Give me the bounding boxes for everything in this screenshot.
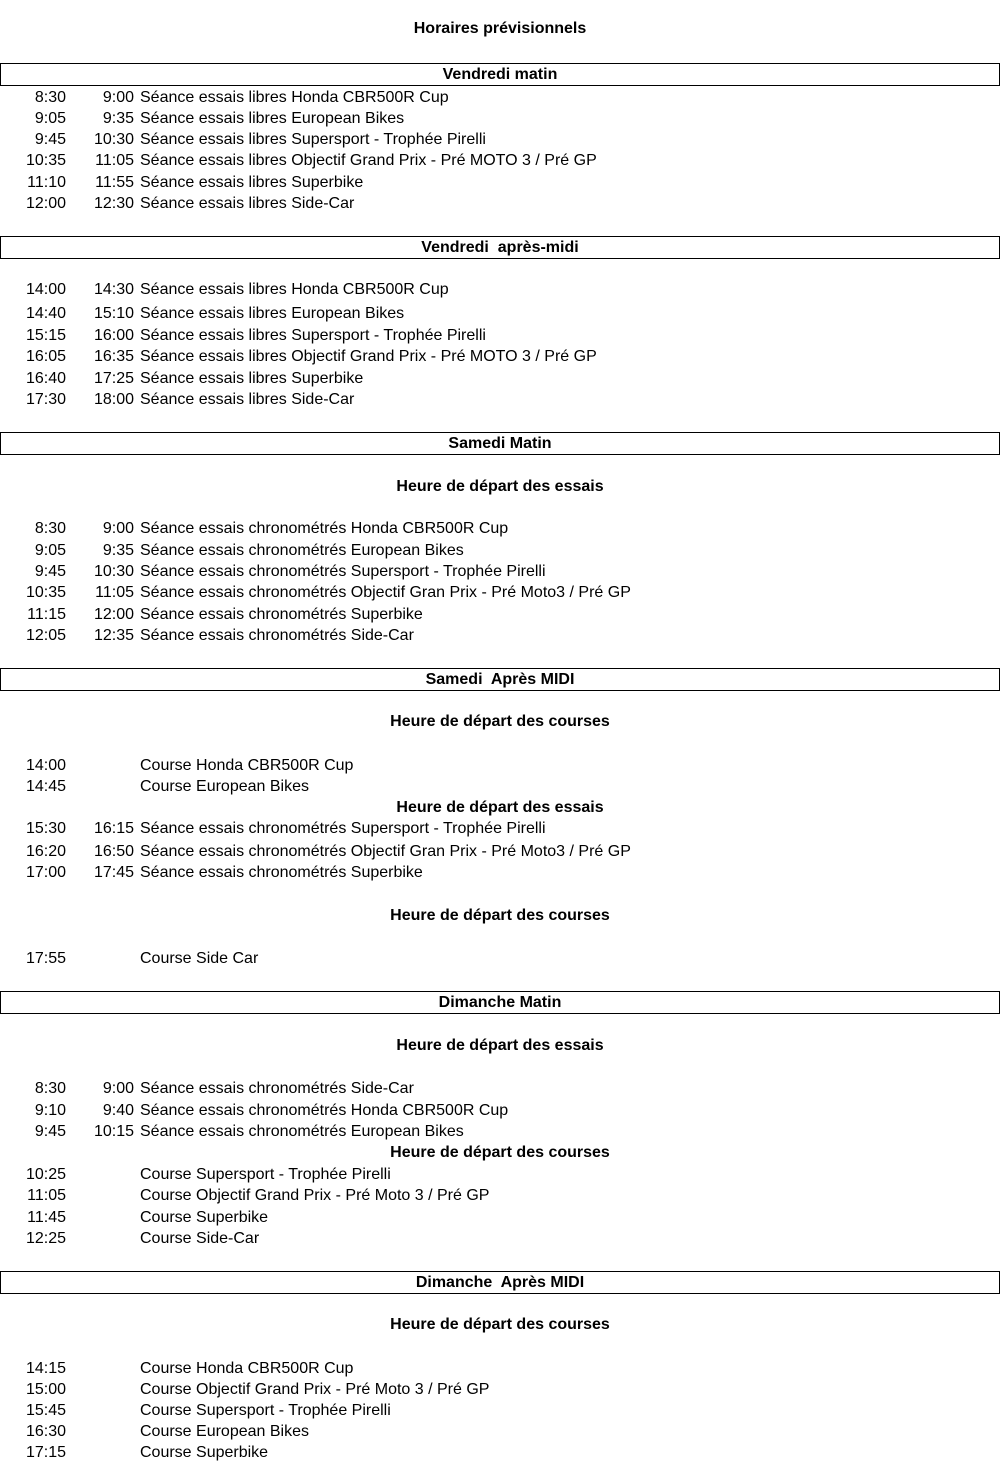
subheading-courses: Heure de départ des courses xyxy=(390,1316,610,1333)
end-time: 17:45 xyxy=(93,864,134,881)
schedule-row xyxy=(0,1165,1000,1185)
schedule-row xyxy=(0,390,1000,410)
start-time: 9:45 xyxy=(34,1123,66,1140)
schedule-row xyxy=(0,194,1000,214)
start-time: 8:30 xyxy=(34,1080,66,1097)
end-time: 18:00 xyxy=(93,391,134,408)
end-time: 17:25 xyxy=(93,370,134,387)
schedule-row xyxy=(0,280,1000,300)
session-label: Course Superbike xyxy=(140,1209,269,1226)
schedule-row xyxy=(0,519,1000,539)
schedule-row xyxy=(0,1443,1000,1463)
start-time: 14:45 xyxy=(25,778,66,795)
session-label: Séance essais libres European Bikes xyxy=(140,110,405,127)
schedule-row xyxy=(0,130,1000,150)
session-label: Séance essais libres Objectif Grand Prix - Pré MOTO 3 / Pré GP xyxy=(140,348,597,365)
schedule-row xyxy=(0,583,1000,603)
start-time: 15:15 xyxy=(25,327,66,344)
schedule-row xyxy=(0,347,1000,367)
session-label: Course European Bikes xyxy=(140,778,309,795)
end-time: 10:30 xyxy=(93,563,134,580)
start-time: 10:35 xyxy=(25,584,66,601)
schedule-row xyxy=(0,819,1000,839)
session-label: Course Honda CBR500R Cup xyxy=(140,757,354,774)
start-time: 10:25 xyxy=(25,1166,66,1183)
subheading-courses: Heure de départ des courses xyxy=(390,713,610,730)
start-time: 17:55 xyxy=(25,950,66,967)
schedule-row xyxy=(0,1229,1000,1249)
session-label: Course Supersport - Trophée Pirelli xyxy=(140,1402,391,1419)
start-time: 11:15 xyxy=(27,606,66,623)
session-label: Course Side Car xyxy=(140,950,259,967)
end-time: 9:35 xyxy=(102,110,134,127)
start-time: 14:40 xyxy=(25,305,66,322)
schedule-row xyxy=(0,756,1000,776)
start-time: 12:05 xyxy=(25,627,66,644)
session-label: Course Objectif Grand Prix - Pré Moto 3 / Pré GP xyxy=(140,1187,490,1204)
schedule-row xyxy=(0,1186,1000,1206)
end-time: 12:35 xyxy=(93,627,134,644)
session-label: Séance essais chronométrés Superbike xyxy=(140,606,423,623)
start-time: 16:30 xyxy=(25,1423,66,1440)
section-header-samedi-matin: Samedi Matin xyxy=(0,432,1000,455)
end-time: 10:15 xyxy=(93,1123,134,1140)
schedule-row xyxy=(0,562,1000,582)
start-time: 14:00 xyxy=(25,757,66,774)
start-time: 9:05 xyxy=(34,110,66,127)
start-time: 16:20 xyxy=(25,843,66,860)
schedule-row xyxy=(0,949,1000,969)
schedule-row xyxy=(0,304,1000,324)
schedule-row xyxy=(0,1422,1000,1442)
start-time: 16:40 xyxy=(25,370,66,387)
schedule-row xyxy=(0,777,1000,797)
subheading-courses: Heure de départ des courses xyxy=(390,1144,610,1161)
session-label: Séance essais chronométrés Side-Car xyxy=(140,627,414,644)
end-time: 11:55 xyxy=(95,174,134,191)
session-label: Séance essais chronométrés Supersport - Trophée Pirelli xyxy=(140,820,546,837)
end-time: 16:15 xyxy=(93,820,134,837)
schedule-row xyxy=(0,326,1000,346)
schedule-row xyxy=(0,1101,1000,1121)
end-time: 9:40 xyxy=(102,1102,134,1119)
end-time: 16:00 xyxy=(93,327,134,344)
schedule-row xyxy=(0,88,1000,108)
session-label: Course Honda CBR500R Cup xyxy=(140,1360,354,1377)
start-time: 15:30 xyxy=(25,820,66,837)
session-label: Course Supersport - Trophée Pirelli xyxy=(140,1166,391,1183)
start-time: 11:10 xyxy=(27,174,66,191)
start-time: 8:30 xyxy=(34,520,66,537)
schedule-row xyxy=(0,1380,1000,1400)
session-label: Séance essais libres Supersport - Trophée Pirelli xyxy=(140,327,486,344)
subheading-essais: Heure de départ des essais xyxy=(396,478,604,495)
session-label: Séance essais libres Honda CBR500R Cup xyxy=(140,281,449,298)
section-header-dimanche-apres-midi: Dimanche Après MIDI xyxy=(0,1271,1000,1294)
start-time: 14:15 xyxy=(25,1360,66,1377)
end-time: 9:00 xyxy=(102,520,134,537)
session-label: Séance essais chronométrés Side-Car xyxy=(140,1080,414,1097)
start-time: 12:25 xyxy=(25,1230,66,1247)
session-label: Séance essais libres Supersport - Trophée Pirelli xyxy=(140,131,486,148)
end-time: 11:05 xyxy=(95,152,134,169)
schedule-row xyxy=(0,863,1000,883)
session-label: Séance essais libres Side-Car xyxy=(140,195,355,212)
schedule-row xyxy=(0,605,1000,625)
start-time: 8:30 xyxy=(34,89,66,106)
section-header-vendredi-apres-midi: Vendredi après-midi xyxy=(0,236,1000,259)
start-time: 10:35 xyxy=(25,152,66,169)
page-title: Horaires prévisionnels xyxy=(413,20,587,37)
schedule-row xyxy=(0,1401,1000,1421)
start-time: 15:45 xyxy=(25,1402,66,1419)
start-time: 17:30 xyxy=(25,391,66,408)
end-time: 14:30 xyxy=(93,281,134,298)
end-time: 9:00 xyxy=(102,89,134,106)
session-label: Séance essais chronométrés Honda CBR500R Cup xyxy=(140,1102,509,1119)
end-time: 10:30 xyxy=(93,131,134,148)
start-time: 17:00 xyxy=(25,864,66,881)
session-label: Course Side-Car xyxy=(140,1230,260,1247)
schedule-row xyxy=(0,842,1000,862)
session-label: Séance essais libres Honda CBR500R Cup xyxy=(140,89,449,106)
start-time: 11:05 xyxy=(27,1187,66,1204)
section-header-vendredi-matin: Vendredi matin xyxy=(0,63,1000,86)
start-time: 9:10 xyxy=(34,1102,66,1119)
end-time: 12:30 xyxy=(93,195,134,212)
section-header-samedi-apres-midi: Samedi Après MIDI xyxy=(0,668,1000,691)
session-label: Séance essais libres Superbike xyxy=(140,174,364,191)
section-header-dimanche-matin: Dimanche Matin xyxy=(0,991,1000,1014)
start-time: 17:15 xyxy=(25,1444,66,1461)
schedule-row xyxy=(0,1079,1000,1099)
session-label: Séance essais chronométrés Honda CBR500R Cup xyxy=(140,520,509,537)
start-time: 12:00 xyxy=(25,195,66,212)
schedule-row xyxy=(0,541,1000,561)
schedule-row xyxy=(0,369,1000,389)
session-label: Séance essais libres Superbike xyxy=(140,370,364,387)
end-time: 9:35 xyxy=(102,542,134,559)
schedule-row xyxy=(0,1208,1000,1228)
session-label: Course Objectif Grand Prix - Pré Moto 3 / Pré GP xyxy=(140,1381,490,1398)
subheading-essais: Heure de départ des essais xyxy=(396,1037,604,1054)
start-time: 11:45 xyxy=(27,1209,66,1226)
session-label: Course European Bikes xyxy=(140,1423,309,1440)
end-time: 12:00 xyxy=(93,606,134,623)
session-label: Séance essais libres Side-Car xyxy=(140,391,355,408)
session-label: Séance essais libres Objectif Grand Prix - Pré MOTO 3 / Pré GP xyxy=(140,152,597,169)
start-time: 14:00 xyxy=(25,281,66,298)
session-label: Séance essais chronométrés Objectif Gran Prix - Pré Moto3 / Pré GP xyxy=(140,584,631,601)
session-label: Séance essais chronométrés European Bikes xyxy=(140,542,464,559)
schedule-row xyxy=(0,1122,1000,1142)
session-label: Séance essais libres European Bikes xyxy=(140,305,405,322)
start-time: 9:45 xyxy=(34,563,66,580)
schedule-row xyxy=(0,173,1000,193)
start-time: 16:05 xyxy=(25,348,66,365)
schedule-row xyxy=(0,626,1000,646)
session-label: Séance essais chronométrés Superbike xyxy=(140,864,423,881)
session-label: Séance essais chronométrés European Bikes xyxy=(140,1123,464,1140)
end-time: 16:35 xyxy=(93,348,134,365)
subheading-courses: Heure de départ des courses xyxy=(390,907,610,924)
subheading-essais: Heure de départ des essais xyxy=(396,799,604,816)
session-label: Séance essais chronométrés Objectif Gran Prix - Pré Moto3 / Pré GP xyxy=(140,843,631,860)
schedule-row xyxy=(0,1359,1000,1379)
session-label: Course Superbike xyxy=(140,1444,269,1461)
start-time: 15:00 xyxy=(25,1381,66,1398)
end-time: 9:00 xyxy=(102,1080,134,1097)
start-time: 9:45 xyxy=(34,131,66,148)
schedule-row xyxy=(0,151,1000,171)
session-label: Séance essais chronométrés Supersport - Trophée Pirelli xyxy=(140,563,546,580)
schedule-row xyxy=(0,109,1000,129)
start-time: 9:05 xyxy=(34,542,66,559)
end-time: 16:50 xyxy=(93,843,134,860)
end-time: 15:10 xyxy=(93,305,134,322)
end-time: 11:05 xyxy=(95,584,134,601)
